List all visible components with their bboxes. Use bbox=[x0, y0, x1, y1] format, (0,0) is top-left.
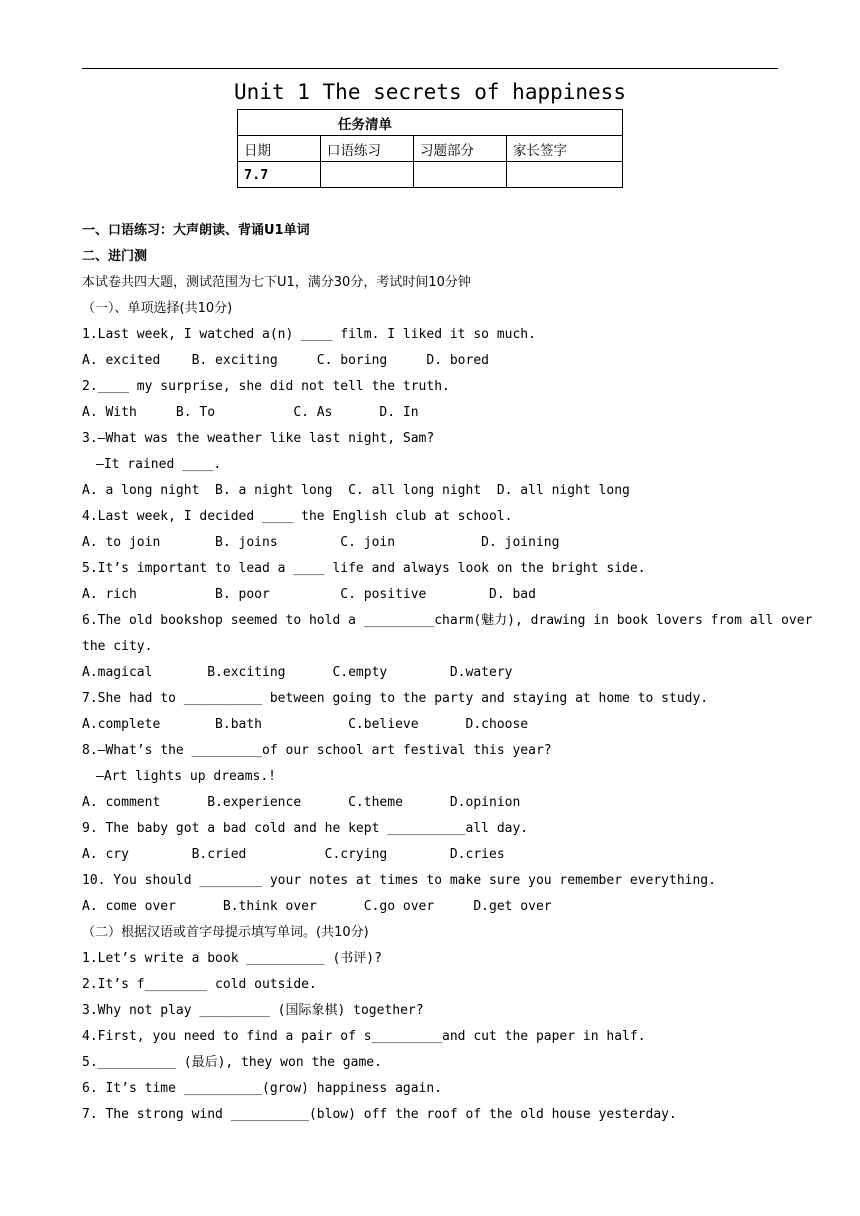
task-table bbox=[237, 109, 623, 188]
cell-parent-signature[interactable] bbox=[507, 162, 623, 188]
worksheet-body bbox=[82, 218, 813, 1128]
question-text: 4.Last week, I decided ____ the English club at school. bbox=[82, 509, 513, 524]
answer-options: A. to join B. joins C. join D. joining bbox=[82, 535, 560, 550]
fill-in-question: 7. The strong wind __________(blow) off the roof of the old house yesterday. bbox=[82, 1107, 677, 1122]
answer-options: A. a long night B. a night long C. all long night D. all night long bbox=[82, 483, 630, 498]
part-one-heading: （一）、单项选择(共10分) bbox=[82, 301, 233, 316]
answer-options: A. cry B.cried C.crying D.cries bbox=[82, 847, 505, 862]
answer-options: A.magical B.exciting C.empty D.watery bbox=[82, 665, 513, 680]
question-text: 2.____ my surprise, she did not tell the truth. bbox=[82, 379, 450, 394]
answer-options: A. excited B. exciting C. boring D. bored bbox=[82, 353, 489, 368]
question-text: 8.—What’s the _________of our school art festival this year? bbox=[82, 743, 552, 758]
header-parent-signature: 家长签字 bbox=[507, 136, 623, 162]
question-text: 1.Last week, I watched a(n) ____ film. I liked it so much. bbox=[82, 327, 536, 342]
answer-options: A. come over B.think over C.go over D.get over bbox=[82, 899, 552, 914]
part-two-heading: （二）根据汉语或首字母提示填写单词。(共10分) bbox=[82, 925, 369, 940]
fill-in-question: 2.It’s f________ cold outside. bbox=[82, 977, 317, 992]
header-rule bbox=[82, 68, 778, 69]
question-text: 9. The baby got a bad cold and he kept __________all day. bbox=[82, 821, 529, 836]
cell-oral[interactable] bbox=[321, 162, 414, 188]
fill-in-question: 4.First, you need to find a pair of s_________and cut the paper in half. bbox=[82, 1029, 646, 1044]
fill-in-question: 6. It’s time __________(grow) happiness again. bbox=[82, 1081, 443, 1096]
page-title: Unit 1 The secrets of happiness bbox=[234, 80, 626, 104]
question-text: 5.It’s important to lead a ____ life and always look on the bright side. bbox=[82, 561, 646, 576]
fill-in-question: 5.__________ (最后), they won the game. bbox=[82, 1055, 382, 1070]
answer-options: A.complete B.bath C.believe D.choose bbox=[82, 717, 529, 732]
question-text: —It rained ____. bbox=[96, 457, 222, 472]
task-table-caption: 任务清单 bbox=[238, 110, 623, 136]
header-oral: 口语练习 bbox=[321, 136, 414, 162]
question-text: 3.—What was the weather like last night, Sam? bbox=[82, 431, 435, 446]
header-date: 日期 bbox=[238, 136, 321, 162]
answer-options: A. comment B.experience C.theme D.opinion bbox=[82, 795, 521, 810]
cell-exercises[interactable] bbox=[414, 162, 507, 188]
answer-options: A. rich B. poor C. positive D. bad bbox=[82, 587, 536, 602]
test-instructions: 本试卷共四大题，测试范围为七下U1，满分30分，考试时间10分钟 bbox=[82, 275, 471, 290]
cell-date: 7.7 bbox=[238, 162, 321, 188]
question-text: the city. bbox=[82, 639, 153, 654]
question-text: 10. You should ________ your notes at times to make sure you remember everything. bbox=[82, 873, 716, 888]
fill-in-question: 1.Let’s write a book __________ (书评)? bbox=[82, 951, 382, 966]
section-entry-test: 二、进门测 bbox=[82, 249, 148, 264]
fill-in-question: 3.Why not play _________ (国际象棋) together? bbox=[82, 1003, 424, 1018]
question-text: 6.The old bookshop seemed to hold a _________charm(魅力), drawing in book lovers from all over bbox=[82, 613, 813, 628]
question-text: —Art lights up dreams.! bbox=[96, 769, 277, 784]
answer-options: A. With B. To C. As D. In bbox=[82, 405, 419, 420]
section-oral-practice: 一、口语练习：大声朗读、背诵U1单词 bbox=[82, 223, 310, 238]
header-exercises: 习题部分 bbox=[414, 136, 507, 162]
question-text: 7.She had to __________ between going to the party and staying at home to study. bbox=[82, 691, 709, 706]
